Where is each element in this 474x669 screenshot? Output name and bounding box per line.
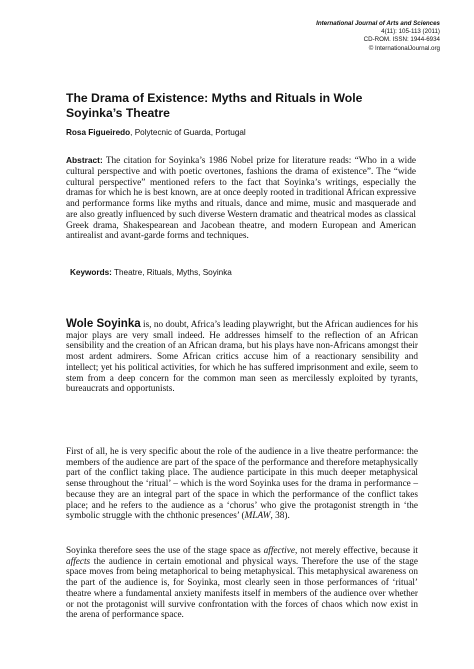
emphasis-affective: affective xyxy=(263,546,295,556)
journal-issn: CD-ROM. ISSN: 1944-6934 xyxy=(363,36,440,44)
journal-name: International Journal of Arts and Sciences xyxy=(316,20,440,27)
journal-volume: 4(11): 105-113 (2011) xyxy=(381,28,440,36)
citation-page: , 38). xyxy=(270,511,290,522)
abstract xyxy=(66,155,416,242)
abstract-label: Abstract: xyxy=(66,155,103,165)
body-paragraph-1 xyxy=(66,319,418,395)
body-paragraph-3 xyxy=(66,546,418,621)
paragraph-2-text: First of all, he is very specific about the role of the audience in a live theatre performance: the members of the audience are part of the space of the performance and therefore metaphysically part of the conflict taking place. The audience participate in this much deeper metaphysical sense throughout the ‘ritual’ – which is the word Soyinka uses for the drama in performance – because they are an integral part of the space in which the performance of the conflict takes place; and he refers to the audience as a ‘chorus’ who give the protagonist strength in ‘the symbolic struggle with the chthonic presences’ ( xyxy=(66,447,418,522)
author-affiliation: , Polytecnic of Guarda, Portugal xyxy=(130,128,246,137)
abstract-text: The citation for Soyinka’s 1986 Nobel prize for literature reads: “Who in a wide cultural perspective and with poetic overtones, fashions the drama of existence”. The “wide cultural perspective” mentioned refers to the fact that Soyinka’s writings, especially the dramas for which he is best known, are at once deeply rooted in traditional African expressive and performance forms like myths and rituals, dance and mime, music and masquerade and are also greatly influenced by such diverse Western dramatic and theatrical modes as classical Greek drama, Shakespearean and Jacobean theatre, and modern European and American antirealist and avant-garde forms and techniques. xyxy=(66,156,416,242)
emphasis-affects: affects xyxy=(66,556,91,567)
article-title: The Drama of Existence: Myths and Rituals in Wole Soyinka’s Theatre xyxy=(66,91,363,120)
keywords-label: Keywords: xyxy=(70,268,112,277)
paragraph-1-text: is, no doubt, Africa’s leading playwright, but the African audiences for his major plays are very small indeed. He addresses himself to the reflection of an African sensibility and the creation of an African drama, but his plays have non-Africans amongst their most ardent admirers. Some African critics accuse him of a reactionary sensibility and intellect; yet his political activities, for which he has suffered imprisonment and exile, seem to stem from a deep concern for the common man seen as mercilessly exploited by tyrants, bureaucrats and opportunists. xyxy=(66,320,418,395)
lead-author-name: Wole Soyinka xyxy=(66,318,141,330)
journal-copyright: © InternationalJournal.org xyxy=(368,44,440,52)
body-paragraph-2 xyxy=(66,447,418,522)
keywords-text: Theatre, Rituals, Myths, Soyinka xyxy=(111,268,232,277)
journal-header xyxy=(240,20,440,53)
paragraph-3-text-b: , not merely effective, because it xyxy=(294,546,418,556)
keywords xyxy=(70,268,420,277)
paragraph-3-text-a: Soyinka therefore sees the use of the stage space as xyxy=(66,546,264,556)
author-name: Rosa Figueiredo xyxy=(66,128,131,137)
paragraph-3-text-c: the audience in certain emotional and physical ways. Therefore the use of the stage space moves from being metaphorical to being metaphysical. This metaphysical awareness on the part of the audience is, for Soyinka, most clearly seen in those performances of ‘ritual’ theatre where a fundamental anxiety manifests itself in members of the audience over whether or not the protagonist will survive confrontation with the forces of chaos which now exist in the arena of performance space. xyxy=(66,556,418,621)
citation-title: MLAW xyxy=(244,511,271,522)
author-line xyxy=(66,128,416,137)
